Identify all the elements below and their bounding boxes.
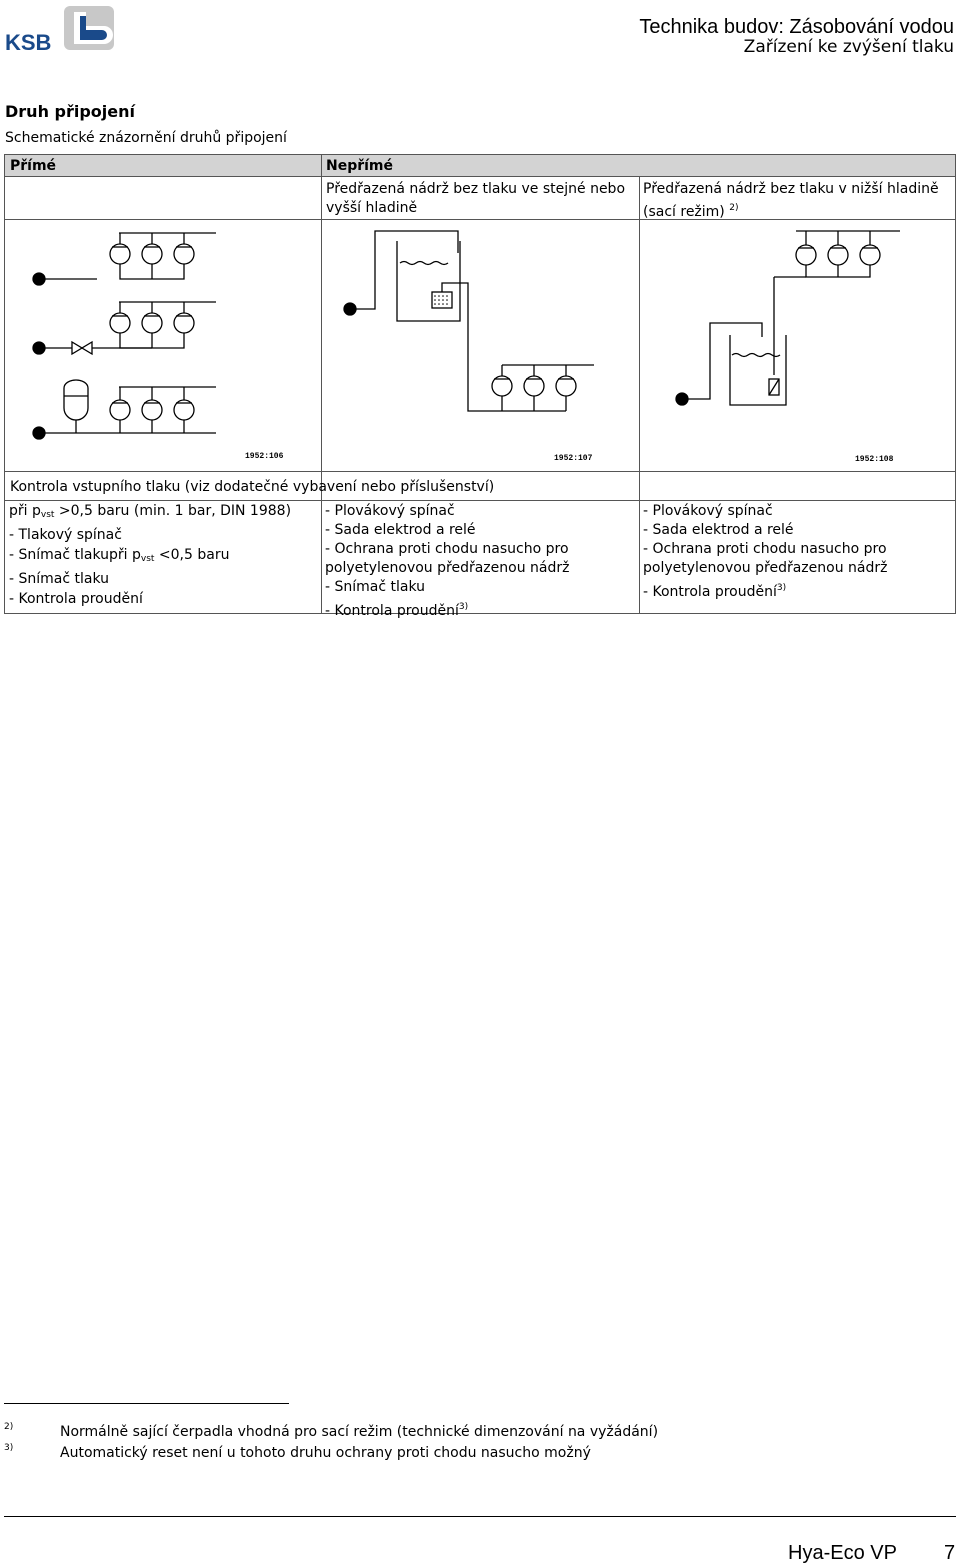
col3-line3: - Ochrana proti chodu nasucho pro	[643, 541, 887, 557]
col3-subheading	[643, 180, 939, 222]
diagram-tank-higher	[340, 225, 600, 425]
footnote-text: Automatický reset není u tohoto druhu ochrany proti chodu nasucho možný	[60, 1445, 591, 1461]
col-head-prime: Přímé	[10, 158, 57, 174]
page-number: 7	[944, 1542, 956, 1564]
col-head-neprime: Nepřímé	[326, 158, 394, 174]
footnote-rule	[4, 1403, 289, 1404]
col2-line3: - Ochrana proti chodu nasucho pro	[325, 541, 569, 557]
pump-group-3	[110, 387, 194, 433]
pump-group-1	[110, 233, 194, 279]
header-subtitle: Zařízení ke zvýšení tlaku	[743, 37, 954, 57]
footnote-mark: 2)	[4, 1422, 14, 1432]
pump-group	[492, 365, 576, 411]
figure-number-1: 1952:106	[245, 452, 284, 461]
col-divider-1	[321, 155, 322, 614]
col3-line5-sup: 3)	[776, 583, 787, 593]
col2-sub-line1: Předřazená nádrž bez tlaku ve stejné nebo	[326, 181, 626, 197]
col3-line1: - Plovákový spínač	[643, 503, 773, 519]
col2-line2: - Sada elektrod a relé	[325, 522, 476, 538]
footer-product: Hya-Eco VP	[788, 1542, 897, 1564]
pump-group	[796, 231, 880, 277]
col1-line3-sub: vst	[140, 554, 155, 564]
diagram-direct	[20, 222, 220, 444]
logo-text: KSB	[5, 30, 52, 54]
col3-sub-line1: Předřazená nádrž bez tlaku v nižší hladině	[643, 181, 939, 197]
col1-line4: - Snímač tlaku	[9, 571, 110, 587]
row-divider-kontrola	[5, 500, 955, 501]
col2-options	[325, 502, 569, 621]
col2-line6: - Kontrola proudění	[325, 603, 459, 619]
section-subtitle: Schematické znázornění druhů připojení	[5, 130, 287, 146]
ksb-logo	[4, 4, 116, 54]
footnote-text: Normálně sající čerpadla vhodná pro sací režim (technické dimenzování na vyžádání)	[60, 1424, 659, 1440]
pressure-vessel	[64, 380, 88, 420]
kontrola-heading: Kontrola vstupního tlaku (viz dodatečné vybavení nebo příslušenství)	[10, 479, 495, 495]
figure-number-2: 1952:107	[554, 454, 593, 463]
col3-line5: - Kontrola proudění	[643, 584, 777, 600]
col2-line5: - Snímač tlaku	[325, 579, 426, 595]
col1-line1-sub: vst	[40, 510, 55, 520]
row-divider-diagrams	[5, 471, 955, 472]
col1-line5: - Kontrola proudění	[9, 591, 143, 607]
section-title: Druh připojení	[5, 102, 136, 121]
diagram-tank-lower	[670, 225, 910, 415]
break-tank	[397, 241, 460, 321]
footer-rule	[4, 1516, 956, 1517]
col1-options	[9, 502, 291, 609]
pump-group-2	[110, 302, 194, 348]
header-title: Technika budov: Zásobování vodou	[639, 16, 954, 38]
col1-line1-rest: >0,5 baru (min. 1 bar, DIN 1988)	[54, 503, 292, 519]
col1-line1: při p	[9, 503, 41, 519]
footnote-mark: 3)	[4, 1443, 14, 1453]
col2-sub-line2: vyšší hladině	[326, 200, 418, 216]
col1-line3-rest: <0,5 baru	[154, 547, 230, 563]
col1-line2: - Tlakový spínač	[9, 527, 122, 543]
col2-line6-sup: 3)	[458, 602, 469, 612]
col-divider-2	[639, 177, 640, 614]
col3-line4: polyetylenovou předřazenou nádrž	[643, 560, 888, 576]
col2-line4: polyetylenovou předřazenou nádrž	[325, 560, 570, 576]
col3-sub-footnote-mark: 2)	[729, 203, 739, 213]
col1-line3: - Snímač tlakupři p	[9, 547, 141, 563]
col2-line1: - Plovákový spínač	[325, 503, 455, 519]
col3-options	[643, 502, 887, 602]
figure-number-3: 1952:108	[855, 455, 894, 464]
col2-subheading	[326, 180, 625, 218]
col3-sub-line2: (sací režim)	[643, 204, 725, 220]
col3-line2: - Sada elektrod a relé	[643, 522, 794, 538]
table-header-row	[5, 155, 955, 177]
